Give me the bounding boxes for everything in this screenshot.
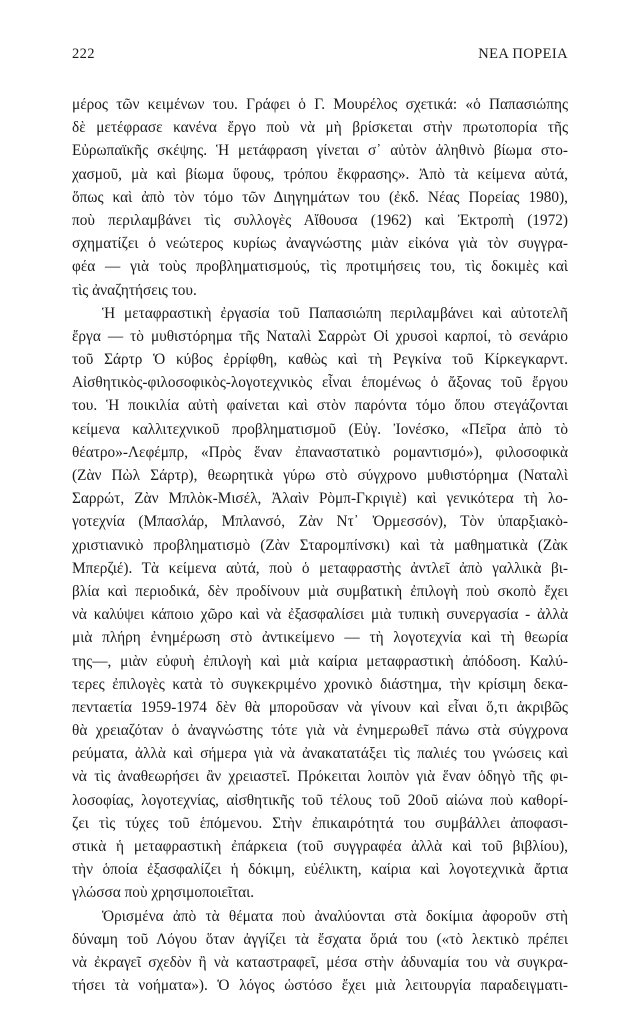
text-line: Ἡ μεταφραστικὴ ἐργασία τοῦ Παπασιώπη περιλαμβάνει καὶ αὐτοτελῆ [102, 304, 568, 322]
text-line: γλώσσα ποὺ χρησιμοποιεῖται. [72, 884, 255, 902]
body-text [72, 93, 568, 997]
text-line: τοῦ Σάρτρ Ὁ κύβος ἐρρίφθη, καθὼς καὶ τὴ Ρεγκίνα τοῦ Κίρκεγκαρντ. [72, 351, 568, 369]
text-line: στικὰ ἡ μεταφραστικὴ ἐπάρκεια (τοῦ συγγραφέα ἀλλὰ καὶ τοῦ βιβλίου), [72, 838, 568, 855]
text-line: της—, μιὰν εὐφυὴ ἐπιλογὴ καὶ μιὰ καίρια μεταφραστικὴ ἀπόδοση. Καλύ- [72, 652, 568, 670]
text-line: θὰ χρειαζόταν ὁ ἀναγνώστης τότε γιὰ νὰ ἐνημερωθεῖ πάνω στὰ σύγχρονα [72, 722, 568, 740]
text-line: ρεύματα, ἀλλὰ καὶ σήμερα γιὰ νὰ ἀνακατατάξει τὶς παλιές του γνώσεις καὶ [72, 745, 568, 763]
text-line: ποὺ περιλαμβάνει τὶς συλλογὲς Αἴθουσα (1962) καὶ Ἐκτροπὴ (1972) [72, 211, 568, 229]
text-line: βλία καὶ περιοδικά, δὲν προδίνουν μιὰ συμβατικὴ ἐπιλογὴ ποὺ σκοπὸ ἔχει [72, 582, 568, 600]
text-line: νὰ ἐκραγεῖ σχεδὸν ἢ νὰ καταστραφεῖ, μέσα στὴν ἀδυναμία του νὰ συγκρα- [72, 953, 568, 971]
text-line: νὰ τὶς ἀναθεωρήσει ἂν χρειαστεῖ. Πρόκειται λοιπὸν γιὰ ἕναν ὁδηγὸ τῆς φι- [72, 768, 568, 786]
text-line: Ὁρισμένα ἀπὸ τὰ θέματα ποὺ ἀναλύονται στὰ δοκίμια ἀφοροῦν στὴ [102, 907, 568, 925]
text-line: μιὰ πλήρη ἐνημέρωση στὸ ἀντικείμενο — τὴ λογοτεχνία καὶ τὴ θεωρία [72, 629, 568, 647]
text-line: ὅπως καὶ ἀπὸ τὸν τόμο τῶν Διηγημάτων του (ἐκδ. Νέας Πορείας 1980), [72, 188, 568, 206]
page-header [72, 46, 568, 68]
text-line: δύναμη τοῦ Λόγου ὅταν ἀγγίζει τὰ ἔσχατα ὅριά του («τὸ λεκτικὸ πρέπει [72, 930, 568, 948]
text-line: ἔργα — τὸ μυθιστόρημα τῆς Ναταλὶ Σαρρὼτ Οἱ χρυσοὶ καρποί, τὸ σενάριο [72, 327, 568, 345]
text-line: σχηματίζει ὁ νεώτερος κυρίως ἀναγνώστης μιὰν εἰκόνα γιὰ τὸν συγγρα- [72, 235, 568, 253]
text-line: του. Ἡ ποικιλία αὐτὴ φαίνεται καὶ στὸν παρόντα τόμο ὅπου στεγάζονται [72, 397, 568, 415]
text-line: τὶς ἀναζητήσεις του. [72, 281, 197, 299]
text-line: φέα — γιὰ τοὺς προβληματισμούς, τὶς προτιμήσεις του, τὶς δοκιμὲς καὶ [72, 258, 568, 276]
text-line: Σαρρώτ, Ζὰν Μπλὸκ-Μισέλ, Ἀλαὶν Ρὸμπ-Γκριγιὲ) καὶ γενικότερα τὴ λο- [72, 490, 568, 508]
text-line: κείμενα καλλιτεχνικοῦ προβληματισμοῦ (Εὐγ. Ἰονέσκο, «Πεῖρα ἀπὸ τὸ [72, 420, 568, 438]
running-head: ΝΕΑ ΠΟΡΕΙΑ [478, 46, 568, 62]
text-line: (Ζὰν Πὼλ Σάρτρ), θεωρητικὰ γύρω στὸ σύγχρονο μυθιστόρημα (Ναταλὶ [72, 467, 568, 484]
text-line: λοσοφίας, λογοτεχνίας, αἰσθητικῆς τοῦ τέλους τοῦ 20οῦ αἰώνα ποὺ καθορί- [72, 791, 568, 809]
text-line: πενταετία 1959-1974 δὲν θὰ μποροῦσαν νὰ γίνουν καὶ εἶναι ὅ,τι ἀκριβῶς [72, 698, 568, 716]
text-line: Μπερζιέ). Τὰ κείμενα αὐτά, ποὺ ὁ μεταφραστὴς ἀντλεῖ ἀπὸ γαλλικὰ βι- [72, 559, 568, 577]
text-line: τερες ἐπιλογὲς κατὰ τὸ συγκεκριμένο χρονικὸ διάστημα, τὴν κρίσιμη δεκα- [72, 675, 568, 693]
text-line: τὴν ὁποία ἐξασφαλίζει ἡ δόκιμη, εὐέλικτη, καίρια καὶ λογοτεχνικὰ ἄρτια [72, 861, 568, 879]
text-line: μέρος τῶν κειμένων του. Γράφει ὁ Γ. Μουρέλος σχετικά: «ὁ Παπασιώπης [72, 96, 568, 113]
text-line: Αἰσθητικὸς-φιλοσοφικὸς-λογοτεχνικὸς εἶναι ἑπομένως ὁ ἄξονας τοῦ ἔργου [72, 374, 568, 392]
text-line: δὲ μετέφρασε κανένα ἔργο ποὺ νὰ μὴ βρίσκεται στὴν πρωτοπορία τῆς [72, 119, 568, 137]
text-line: χασμοῦ, μὰ καὶ βίωμα ὕφους, τρόπου ἔκφρασης». Ἀπὸ τὰ κείμενα αὐτά, [72, 165, 568, 183]
text-line: νὰ καλύψει κάποιο χῶρο καὶ νὰ ἐξασφαλίσει μιὰ τυπικὴ συνεργασία - ἀλλὰ [72, 606, 568, 624]
page-number: 222 [72, 46, 95, 62]
text-line: τήσει τὰ νοήματα»). Ὁ λόγος ὡστόσο ἔχει μιὰ λειτουργία παραδειγματι- [72, 977, 568, 995]
text-line: γοτεχνία (Μπασλάρ, Μπλανσό, Ζὰν Ντ᾽ Ὀρμεσσόν), Τὸν ὑπαρξιακὸ- [72, 513, 568, 531]
text-line: ζει τὶς τύχες τοῦ ἑπόμενου. Στὴν ἐπικαιρότητά του συμβάλλει ἀποφασι- [72, 814, 568, 832]
text-line: θέατρο»-Λεφέμπρ, «Πρὸς ἕναν ἐπαναστατικὸ ρομαντισμό»), φιλοσοφικὰ [72, 443, 568, 461]
text-line: Εὐρωπαϊκῆς σκέψης. Ἡ μετάφραση γίνεται σ᾽ αὐτὸν ἀληθινὸ βίωμα στο- [72, 142, 568, 160]
text-line: χριστιανικὸ προβληματισμὸ (Ζὰν Σταρομπίνσκι) καὶ τὰ μαθηματικὰ (Ζὰκ [72, 536, 568, 554]
